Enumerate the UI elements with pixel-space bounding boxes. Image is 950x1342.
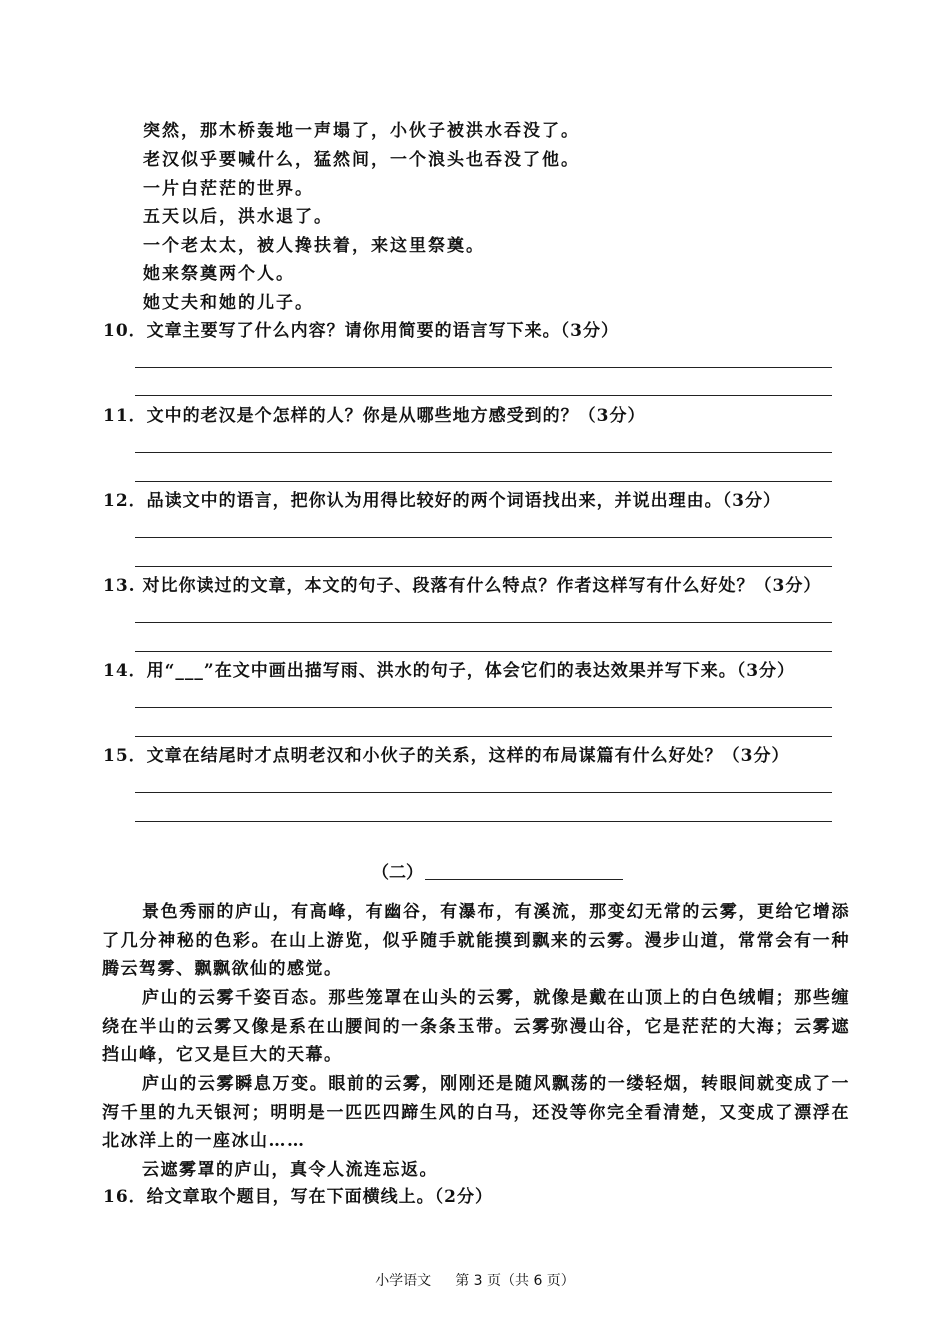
story-line: 一个老太太，被人搀扶着，来这里祭奠。 [143, 236, 485, 256]
story-line: 她丈夫和她的儿子。 [143, 293, 314, 313]
question-11: 11．文中的老汉是个怎样的人？你是从哪些地方感受到的？（3分） [103, 406, 646, 426]
footer-subject: 小学语文 [375, 1273, 432, 1289]
question-13: 13. 对比你读过的文章，本文的句子、段落有什么特点？作者这样写有什么好处？（3分） [103, 576, 822, 596]
answer-line[interactable] [135, 651, 832, 652]
question-15: 15．文章在结尾时才点明老汉和小伙子的关系，这样的布局谋篇有什么好处？（3分） [103, 746, 790, 766]
answer-line[interactable] [135, 395, 832, 396]
passage-paragraph: 庐山的云雾千姿百态。那些笼罩在山头的云雾，就像是戴在山顶上的白色绒帽；那些缠绕在半山的云雾又像是系在山腰间的一条条玉带。云雾弥漫山谷，它是茫茫的大海；云雾遮挡山峰，它又是巨大的天幕。 [102, 988, 850, 1066]
passage-paragraph: 庐山的云雾瞬息万变。眼前的云雾，刚刚还是随风飘荡的一缕轻烟，转眼间就变成了一泻千里的九天银河；明明是一匹匹四蹄生风的白马，还没等你完全看清楚，又变成了漂浮在北冰洋上的一座冰山…… [102, 1074, 850, 1152]
section-title: （二） [372, 863, 423, 883]
story-line: 一片白茫茫的世界。 [143, 179, 314, 199]
answer-line[interactable] [135, 452, 832, 453]
answer-line[interactable] [135, 481, 832, 482]
answer-line[interactable] [135, 736, 832, 737]
footer-page-number: 第 3 页（共 6 页） [455, 1273, 575, 1289]
question-16: 16．给文章取个题目，写在下面横线上。（2分） [103, 1187, 493, 1207]
answer-line[interactable] [135, 537, 832, 538]
answer-line[interactable] [135, 707, 832, 708]
title-blank-line[interactable] [425, 879, 623, 880]
question-10: 10．文章主要写了什么内容？请你用简要的语言写下来。（3分） [103, 321, 619, 341]
passage-paragraph: 景色秀丽的庐山，有高峰，有幽谷，有瀑布，有溪流，那变幻无常的云雾，更给它增添了几分神秘的色彩。在山上游览，似乎随手就能摸到飘来的云雾。漫步山道，常常会有一种腾云驾雾、飘飘欲仙的感觉。 [102, 902, 850, 980]
answer-line[interactable] [135, 622, 832, 623]
passage-paragraph: 云遮雾罩的庐山，真令人流连忘返。 [142, 1160, 438, 1180]
story-line: 五天以后，洪水退了。 [143, 207, 333, 227]
page-footer [0, 1270, 950, 1290]
story-line: 突然，那木桥轰地一声塌了，小伙子被洪水吞没了。 [143, 121, 580, 141]
question-12: 12．品读文中的语言，把你认为用得比较好的两个词语找出来，并说出理由。（3分） [103, 491, 781, 511]
story-line: 她来祭奠两个人。 [143, 264, 295, 284]
answer-line[interactable] [135, 792, 832, 793]
question-14: 14．用“___”在文中画出描写雨、洪水的句子，体会它们的表达效果并写下来。（3分） [103, 661, 796, 681]
answer-line[interactable] [135, 821, 832, 822]
answer-line[interactable] [135, 367, 832, 368]
answer-line[interactable] [135, 566, 832, 567]
story-line: 老汉似乎要喊什么，猛然间，一个浪头也吞没了他。 [143, 150, 580, 170]
